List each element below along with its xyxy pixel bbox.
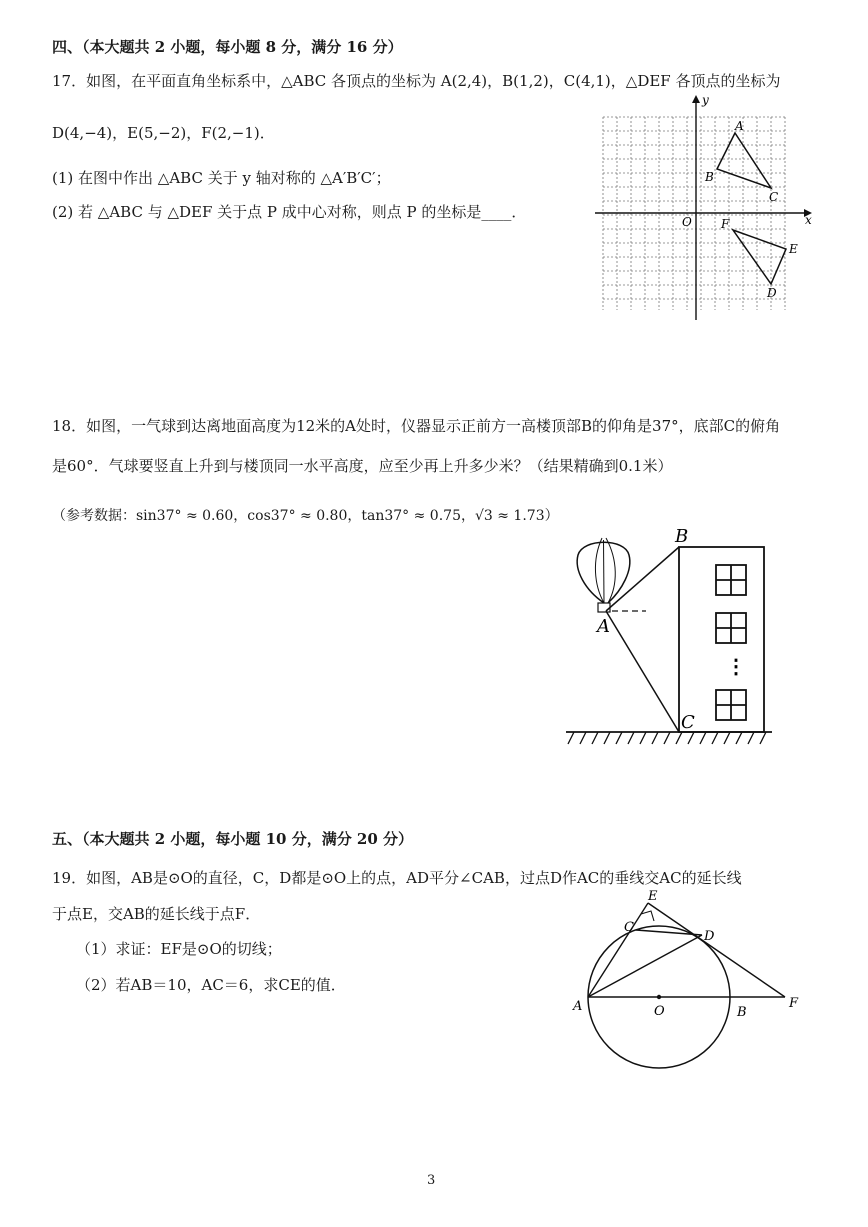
label-e: E (789, 242, 798, 256)
label-f: F (721, 217, 730, 231)
triangle-abc (717, 133, 771, 188)
q17-line1: 17．如图，在平面直角坐标系中，△ABC 各顶点的坐标为 A(2,4)，B(1,2)，C(4,1)，△DEF 各顶点的坐标为 (52, 72, 781, 90)
label-d: D (767, 286, 777, 300)
q18-balloon-figure (560, 525, 780, 750)
q17-part1: (1) 在图中作出 △ABC 关于 y 轴对称的 △A′B′C′； (52, 169, 391, 187)
label-b: B (675, 526, 689, 547)
window-icons (716, 565, 746, 720)
balloon-icon (577, 538, 630, 612)
label-c: C (624, 920, 634, 935)
center-point-o (657, 995, 661, 999)
page-number: 3 (427, 1173, 436, 1188)
section-4-header: 四、（本大题共 2 小题，每小题 8 分，满分 16 分） (52, 38, 403, 56)
label-a: A (573, 999, 583, 1014)
label-f: F (789, 996, 799, 1011)
label-c: C (681, 712, 695, 733)
section-5-header: 五、（本大题共 2 小题，每小题 10 分，满分 20 分） (52, 830, 414, 848)
q18-line2: 是60°．气球要竖直上升到与楼顶同一水平高度，应至少再上升多少米？（结果精确到0.1米） (52, 457, 673, 475)
figure-lines (588, 903, 785, 997)
q19-part1: （1）求证：EF是⊙O的切线； (76, 940, 282, 958)
y-axis-label: y (702, 93, 709, 107)
q17-line2: D(4,−4)，E(5,−2)，F(2,−1)． (52, 124, 275, 142)
q19-line1: 19．如图，AB是⊙O的直径，C，D都是⊙O上的点，AD平分∠CAB，过点D作AC的垂线交AC的延长线 (52, 869, 742, 887)
label-a: A (735, 119, 744, 133)
label-b: B (705, 170, 714, 184)
label-d: D (704, 929, 715, 944)
q19-circle-figure (565, 885, 815, 1070)
label-a: A (597, 616, 610, 637)
q18-line1: 18．如图，一气球到达离地面高度为12米的A处时，仪器显示正前方一高楼顶部B的仰角是37°，底部C的俯角 (52, 417, 781, 435)
label-b: B (737, 1005, 747, 1020)
q19-part2: （2）若AB＝10，AC＝6，求CE的值． (76, 976, 346, 994)
ground-hatching (568, 732, 766, 744)
y-axis-arrow (692, 95, 700, 103)
x-axis-label: x (805, 213, 812, 227)
sight-line-ac (606, 611, 679, 732)
q17-part2: (2) 若 △ABC 与 △DEF 关于点 P 成中心对称，则点 P 的坐标是____． (52, 203, 527, 221)
q18-reference-data: （参考数据：sin37° ≈ 0.60，cos37° ≈ 0.80，tan37° ≈ 0.75，√3 ≈ 1.73） (52, 508, 559, 524)
label-o: O (654, 1004, 665, 1019)
q17-coordinate-figure (590, 92, 820, 324)
origin-label: O (682, 215, 692, 229)
label-e: E (648, 889, 658, 904)
sight-line-ab (606, 547, 679, 611)
label-c: C (769, 190, 779, 204)
window-ellipsis: ⋮ (726, 654, 746, 678)
q19-line2: 于点E，交AB的延长线于点F． (52, 905, 261, 923)
